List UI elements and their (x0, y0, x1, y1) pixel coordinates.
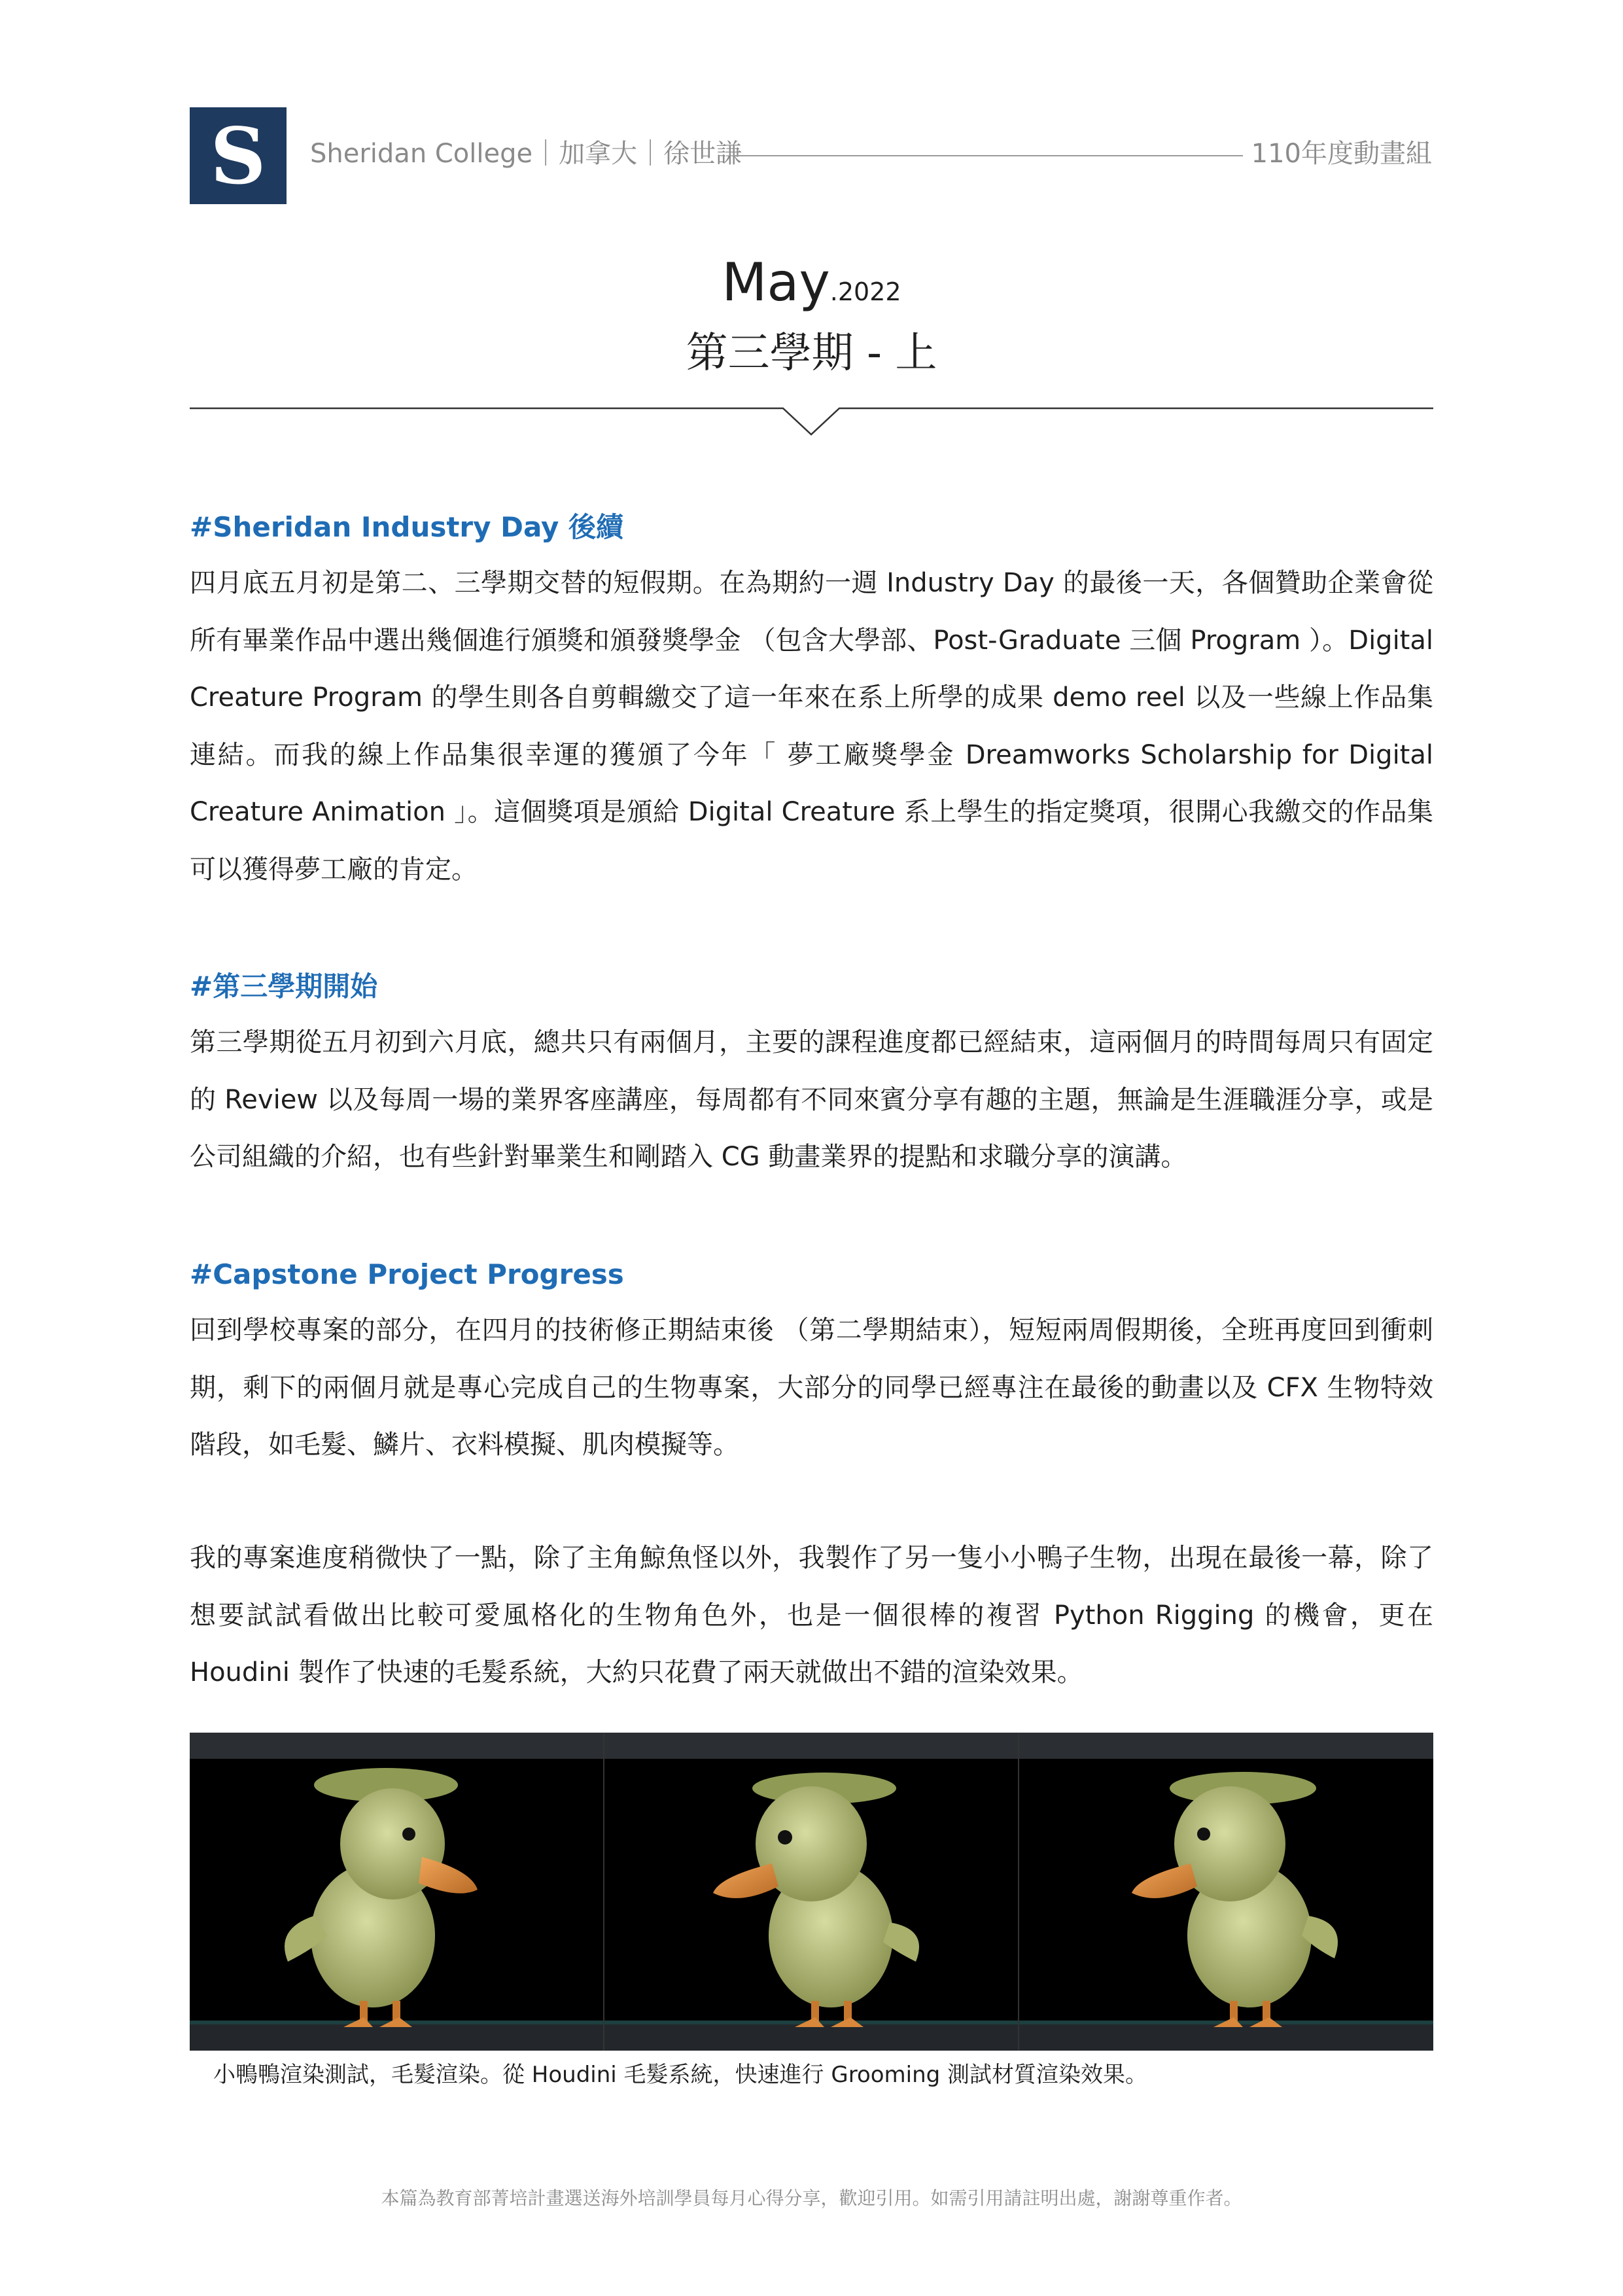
title-divider-chevron (190, 406, 1433, 438)
duck-render-illustration (190, 1733, 1433, 2051)
title-month: May (722, 252, 830, 313)
paragraph-capstone-1: 回到學校專案的部分，在四月的技術修正期結束後 （第二學期結束），短短兩周假期後，全班再度回到衝刺期，剩下的兩個月就是專心完成自己的生物專案，大部分的同學已經專注在最後的動畫以及 CFX 生物特效階段，如毛髮、鱗片、衣料模擬、肌肉模擬等。 (190, 1315, 1433, 1460)
duck-figure-2 (713, 1773, 919, 2027)
duck-figure-1 (285, 1768, 478, 2027)
header-divider (733, 155, 1243, 156)
header-program-label: 110年度動畫組 (1251, 139, 1432, 169)
paragraph-capstone-2: 我的專案進度稍微快了一點，除了主角鯨魚怪以外，我製作了另一隻小小鴨子生物，出現在最後一幕，除了想要試試看做出比較可愛風格化的生物角色外，也是一個很棒的複習 Python Rigging 的機會，更在 Houdini 製作了快速的毛髮系統，大約只花費了兩天就做出不錯的渲染效果。 (190, 1543, 1433, 1687)
section-heading-third-term: #第三學期開始 (190, 970, 378, 1002)
duck-figure-3 (1132, 1772, 1338, 2027)
figure-caption: 小鴨鴨渲染測試，毛髮渲染。從 Houdini 毛髮系統，快速進行 Grooming 測試材質渲染效果。 (213, 2062, 1148, 2088)
section-heading-capstone: #Capstone Project Progress (190, 1258, 624, 1290)
duck-render-image (190, 1733, 1433, 2051)
page-subtitle: 第三學期 - 上 (686, 329, 937, 378)
viewport-top-bar (190, 1733, 1433, 1759)
header-author-line: Sheridan College｜加拿大｜徐世謙 (310, 139, 742, 169)
sheridan-logo (190, 107, 287, 204)
page-title-month (0, 251, 1623, 323)
title-year: .2022 (829, 277, 901, 306)
footer-note: 本篇為教育部菁培計畫選送海外培訓學員每月心得分享，歡迎引用。如需引用請註明出處，謝謝尊重作者。 (381, 2187, 1242, 2209)
logo-letter: S (210, 110, 266, 202)
paragraph-industry-day: 四月底五月初是第二、三學期交替的短假期。在為期約一週 Industry Day 的最後一天，各個贊助企業會從所有畢業作品中選出幾個進行頒獎和頒發獎學金 （包含大學部、Post-Graduate 三個 Program ）。Digital Creature Program 的學生則各自剪輯繳交了這一年來在系上所學的成果 demo reel 以及一些線上作品集連結。而我的線上作品集很幸運的獲頒了今年「 夢工廠獎學金 Dreamworks Scholarship for Digital Creature Animation 」。這個獎項是頒給 Digital Creature 系上學生的指定獎項，很開心我繳交的作品集可以獲得夢工廠的肯定。 (190, 568, 1433, 885)
section-heading-industry-day: #Sheridan Industry Day 後續 (190, 511, 624, 543)
paragraph-third-term: 第三學期從五月初到六月底，總共只有兩個月，主要的課程進度都已經結束，這兩個月的時間每周只有固定的 Review 以及每周一場的業界客座講座，每周都有不同來賓分享有趣的主題，無論是生涯職涯分享，或是公司組織的介紹，也有些針對畢業生和剛踏入 CG 動畫業界的提點和求職分享的演講。 (190, 1027, 1433, 1172)
